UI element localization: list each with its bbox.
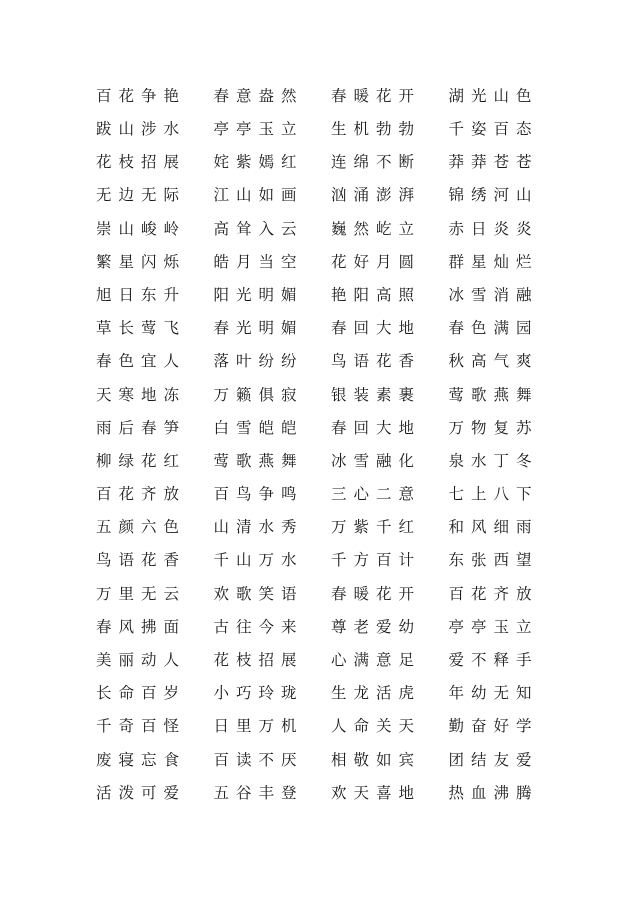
idiom-text: 姹紫嫣红 [213, 153, 304, 172]
idiom-text: 冰雪消融 [448, 285, 539, 304]
idiom-text: 相敬如宾 [331, 750, 422, 769]
idiom-text: 千奇百怪 [96, 717, 187, 736]
idiom-text: 花好月圆 [331, 252, 422, 271]
idiom-text: 雨后春笋 [96, 418, 187, 437]
idiom-text: 春意盎然 [213, 86, 304, 105]
idiom-text: 冰雪融化 [331, 451, 422, 470]
idiom-row [96, 677, 566, 710]
idiom-text: 江山如画 [213, 186, 304, 205]
idiom-text: 繁星闪烁 [96, 252, 187, 271]
idiom-row [96, 478, 566, 511]
idiom-text: 莺歌燕舞 [448, 385, 539, 404]
idiom-text: 花枝招展 [96, 153, 187, 172]
idiom-text: 无边无际 [96, 186, 187, 205]
idiom-text: 活泼可爱 [96, 783, 187, 802]
idiom-row [96, 711, 566, 744]
idiom-text: 天寒地冻 [96, 385, 187, 404]
idiom-text: 银装素裹 [331, 385, 422, 404]
idiom-text: 百读不厌 [213, 750, 304, 769]
idiom-text: 人命关天 [331, 717, 422, 736]
idiom-text: 亭亭玉立 [448, 617, 539, 636]
idiom-text: 三心二意 [331, 485, 422, 504]
idiom-text: 尊老爱幼 [331, 617, 422, 636]
idiom-text: 东张西望 [448, 551, 539, 570]
idiom-text: 美丽动人 [96, 651, 187, 670]
idiom-text: 万里无云 [96, 584, 187, 603]
idiom-text: 春色满园 [448, 319, 539, 338]
idiom-text: 团结友爱 [448, 750, 539, 769]
idiom-row [96, 777, 566, 810]
idiom-text: 欢歌笑语 [213, 584, 304, 603]
idiom-text: 艳阳高照 [331, 285, 422, 304]
idiom-text: 千山万水 [213, 551, 304, 570]
idiom-text: 鸟语花香 [331, 352, 422, 371]
idiom-text: 高耸入云 [213, 219, 304, 238]
idiom-row [96, 213, 566, 246]
idiom-row [96, 312, 566, 345]
idiom-row [96, 346, 566, 379]
idiom-text: 万物复苏 [448, 418, 539, 437]
idiom-text: 湖光山色 [448, 86, 539, 105]
idiom-row [96, 80, 566, 113]
idiom-text: 泉水丁冬 [448, 451, 539, 470]
idiom-row [96, 246, 566, 279]
idiom-text: 日里万机 [213, 717, 304, 736]
idiom-text: 万紫千红 [331, 518, 422, 537]
idiom-text: 白雪皑皑 [213, 418, 304, 437]
idiom-text: 花枝招展 [213, 651, 304, 670]
idiom-text: 百花齐放 [448, 584, 539, 603]
idiom-text: 生机勃勃 [331, 120, 422, 139]
idiom-text: 勤奋好学 [448, 717, 539, 736]
idiom-text: 鸟语花香 [96, 551, 187, 570]
idiom-text: 莺歌燕舞 [213, 451, 304, 470]
idiom-text: 锦绣河山 [448, 186, 539, 205]
idiom-text: 群星灿烂 [448, 252, 539, 271]
idiom-text: 落叶纷纷 [213, 352, 304, 371]
idiom-text: 跋山涉水 [96, 120, 187, 139]
idiom-text: 千方百计 [331, 551, 422, 570]
idiom-row [96, 545, 566, 578]
idiom-text: 废寝忘食 [96, 750, 187, 769]
idiom-text: 春回大地 [331, 319, 422, 338]
idiom-text: 巍然屹立 [331, 219, 422, 238]
idiom-text: 秋高气爽 [448, 352, 539, 371]
idiom-text: 柳绿花红 [96, 451, 187, 470]
idiom-text: 五谷丰登 [213, 783, 304, 802]
idiom-row [96, 578, 566, 611]
idiom-text: 山清水秀 [213, 518, 304, 537]
idiom-row [96, 644, 566, 677]
idiom-text: 万籁俱寂 [213, 385, 304, 404]
idiom-text: 春光明媚 [213, 319, 304, 338]
idiom-text: 七上八下 [448, 485, 539, 504]
idiom-row [96, 744, 566, 777]
idiom-text: 心满意足 [331, 651, 422, 670]
idiom-text: 春回大地 [331, 418, 422, 437]
idiom-text: 和风细雨 [448, 518, 539, 537]
idiom-text: 长命百岁 [96, 684, 187, 703]
idiom-row [96, 113, 566, 146]
idiom-row [96, 412, 566, 445]
idiom-text: 百花争艳 [96, 86, 187, 105]
idiom-row [96, 445, 566, 478]
idiom-row [96, 146, 566, 179]
idiom-text: 欢天喜地 [331, 783, 422, 802]
idiom-text: 连绵不断 [331, 153, 422, 172]
idiom-row [96, 611, 566, 644]
idiom-text: 春色宜人 [96, 352, 187, 371]
idiom-text: 亭亭玉立 [213, 120, 304, 139]
idiom-row [96, 279, 566, 312]
idiom-text: 年幼无知 [448, 684, 539, 703]
idiom-text: 春暖花开 [331, 86, 422, 105]
idiom-text: 莽莽苍苍 [448, 153, 539, 172]
idiom-text: 皓月当空 [213, 252, 304, 271]
idiom-row [96, 379, 566, 412]
idiom-text: 小巧玲珑 [213, 684, 304, 703]
idiom-text: 热血沸腾 [448, 783, 539, 802]
idiom-row [96, 511, 566, 544]
idiom-text: 春暖花开 [331, 584, 422, 603]
idiom-text: 生龙活虎 [331, 684, 422, 703]
idiom-text: 赤日炎炎 [448, 219, 539, 238]
idiom-text: 汹涌澎湃 [331, 186, 422, 205]
idiom-text: 阳光明媚 [213, 285, 304, 304]
idiom-text: 旭日东升 [96, 285, 187, 304]
idiom-text: 爱不释手 [448, 651, 539, 670]
idiom-text: 千姿百态 [448, 120, 539, 139]
idiom-text: 草长莺飞 [96, 319, 187, 338]
idiom-text: 古往今来 [213, 617, 304, 636]
idiom-text: 春风拂面 [96, 617, 187, 636]
idiom-text: 五颜六色 [96, 518, 187, 537]
idiom-text: 百鸟争鸣 [213, 485, 304, 504]
idiom-text: 崇山峻岭 [96, 219, 187, 238]
idiom-text: 百花齐放 [96, 485, 187, 504]
idiom-grid [96, 80, 566, 810]
idiom-row [96, 180, 566, 213]
